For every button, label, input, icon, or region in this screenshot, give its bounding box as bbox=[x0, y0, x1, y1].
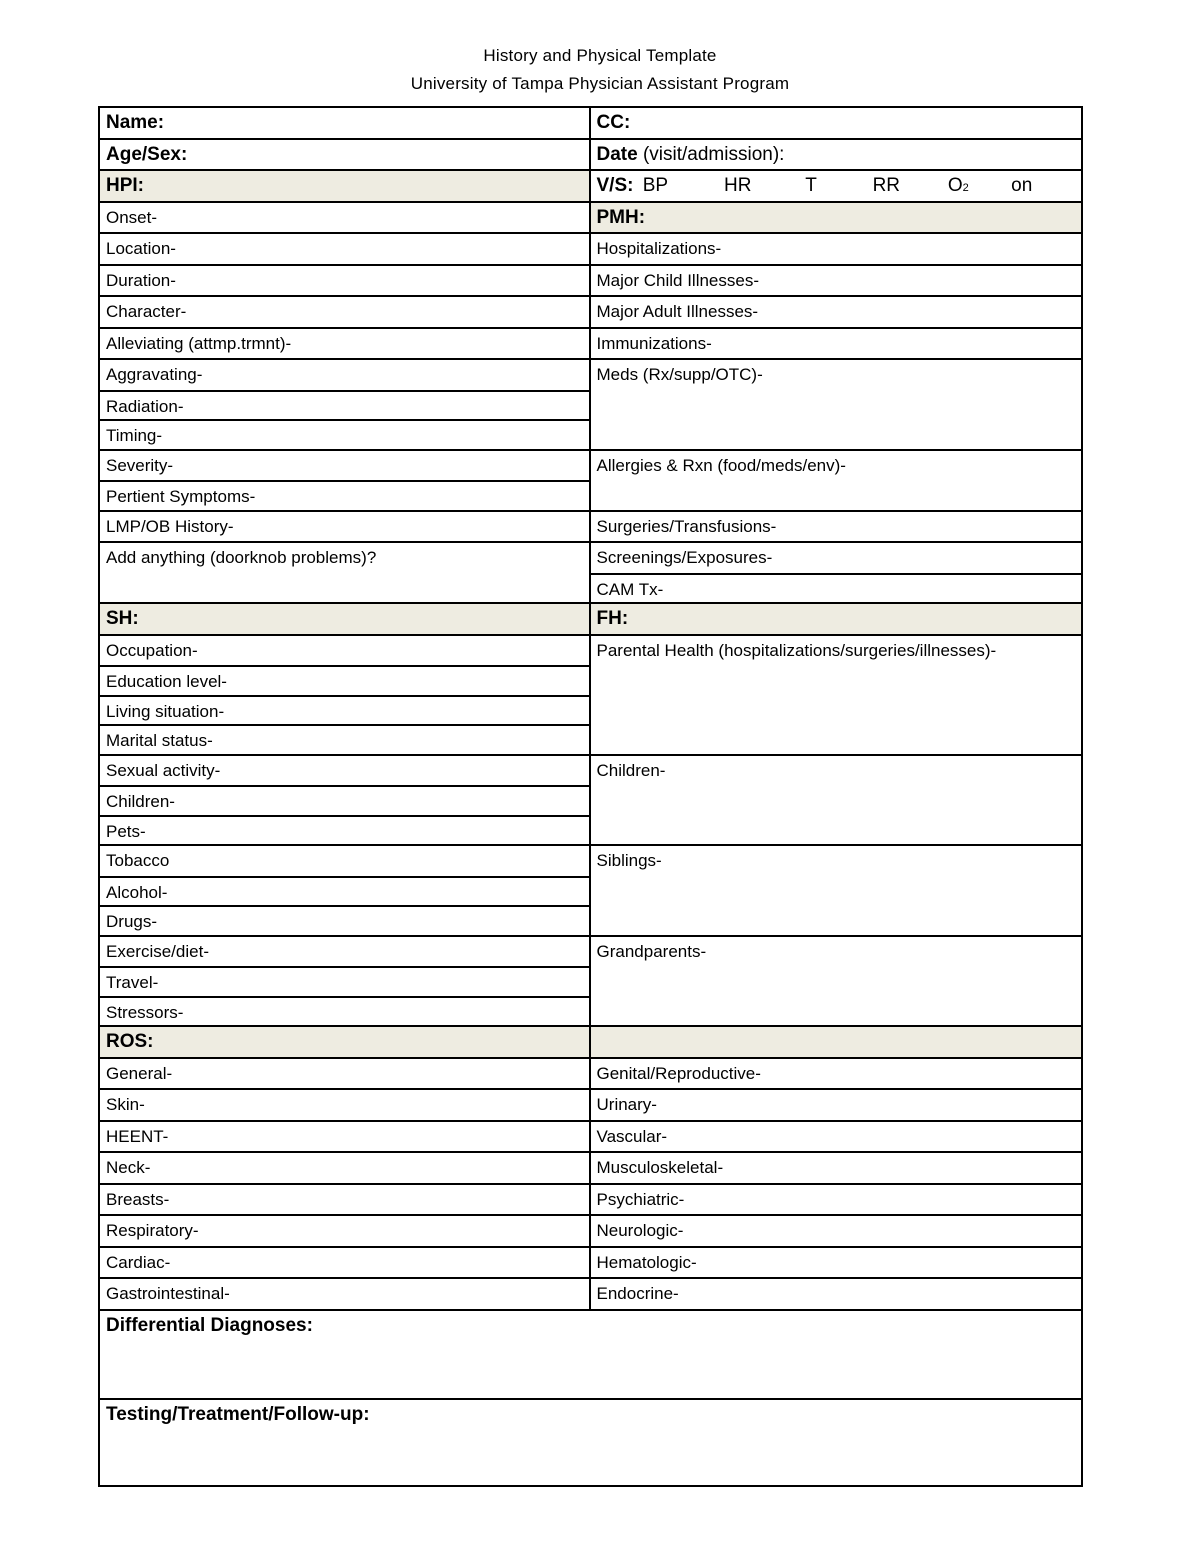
document-header bbox=[0, 42, 1200, 98]
sh-sexual-activity[interactable]: Sexual activity- bbox=[106, 760, 221, 780]
date-label: Date bbox=[596, 143, 638, 165]
row-character bbox=[100, 295, 1081, 327]
ros-psychiatric[interactable]: Psychiatric- bbox=[596, 1189, 685, 1209]
fh-children[interactable]: Children- bbox=[596, 760, 666, 780]
document-title: History and Physical Template bbox=[483, 46, 717, 65]
differential-diagnoses-field[interactable]: Differential Diagnoses: bbox=[106, 1314, 313, 1336]
hpi-timing[interactable]: Timing- bbox=[100, 419, 589, 449]
ros-skin[interactable]: Skin- bbox=[106, 1095, 145, 1114]
hpi-onset[interactable]: Onset- bbox=[106, 207, 158, 227]
vs-o2-sub: 2 bbox=[962, 182, 969, 194]
sh-stressors[interactable]: Stressors- bbox=[100, 996, 589, 1026]
row-name-cc bbox=[100, 108, 1081, 138]
pmh-screenings[interactable]: Screenings/Exposures- bbox=[596, 548, 773, 567]
vital-signs-field[interactable] bbox=[591, 171, 1082, 201]
row-location bbox=[100, 232, 1081, 264]
pmh-child-illnesses[interactable]: Major Child Illnesses- bbox=[596, 270, 759, 290]
hpi-duration[interactable]: Duration- bbox=[106, 270, 176, 290]
row-differential bbox=[100, 1309, 1081, 1398]
hpi-add-anything[interactable]: Add anything (doorknob problems)? bbox=[106, 548, 377, 567]
row-meds-block bbox=[100, 358, 1081, 449]
sh-living[interactable]: Living situation- bbox=[100, 695, 589, 725]
sh-pets[interactable]: Pets- bbox=[100, 815, 589, 845]
ros-row bbox=[100, 1246, 1081, 1278]
row-doorknob-block bbox=[100, 541, 1081, 602]
sh-alcohol[interactable]: Alcohol- bbox=[100, 876, 589, 906]
ros-hematologic[interactable]: Hematologic- bbox=[596, 1252, 697, 1272]
date-suffix: (visit/admission): bbox=[637, 143, 785, 165]
row-onset-pmh bbox=[100, 201, 1081, 233]
ros-row bbox=[100, 1214, 1081, 1246]
fh-parental[interactable]: Parental Health (hospitalizations/surgeries/illnesses)- bbox=[596, 640, 997, 660]
hpi-location[interactable]: Location- bbox=[106, 239, 176, 258]
pmh-hospitalizations[interactable]: Hospitalizations- bbox=[596, 239, 722, 258]
hpi-alleviating[interactable]: Alleviating (attmp.trmnt)- bbox=[106, 333, 292, 353]
ros-row bbox=[100, 1057, 1081, 1089]
date-field[interactable] bbox=[591, 140, 1082, 170]
row-grandparents-block bbox=[100, 935, 1081, 1026]
vs-t: T bbox=[805, 175, 817, 196]
testing-treatment-field[interactable]: Testing/Treatment/Follow-up: bbox=[106, 1403, 370, 1425]
pmh-surgeries[interactable]: Surgeries/Transfusions- bbox=[596, 516, 777, 536]
row-age-date bbox=[100, 138, 1081, 170]
ros-general[interactable]: General- bbox=[106, 1063, 173, 1083]
pmh-immunizations[interactable]: Immunizations- bbox=[596, 333, 712, 353]
ros-endocrine[interactable]: Endocrine- bbox=[596, 1284, 679, 1303]
hpi-lmp-ob-history[interactable]: LMP/OB History- bbox=[106, 516, 234, 536]
row-testing bbox=[100, 1398, 1081, 1485]
sh-drugs[interactable]: Drugs- bbox=[100, 905, 589, 935]
sh-travel[interactable]: Travel- bbox=[100, 966, 589, 996]
ros-cardiac[interactable]: Cardiac- bbox=[106, 1252, 171, 1272]
ros-row bbox=[100, 1183, 1081, 1215]
document-subtitle: University of Tampa Physician Assistant Program bbox=[410, 74, 790, 93]
sh-heading: SH: bbox=[100, 604, 589, 634]
pmh-meds[interactable]: Meds (Rx/supp/OTC)- bbox=[596, 365, 763, 384]
row-allergies-block bbox=[100, 449, 1081, 510]
hpi-aggravating[interactable]: Aggravating- bbox=[106, 365, 203, 384]
age-sex-field[interactable]: Age/Sex: bbox=[106, 143, 188, 165]
cc-field[interactable]: CC: bbox=[596, 112, 631, 133]
hpi-radiation[interactable]: Radiation- bbox=[100, 390, 589, 420]
vs-rr: RR bbox=[872, 175, 901, 196]
hpi-pertinent-symptoms[interactable]: Pertient Symptoms- bbox=[100, 480, 589, 510]
ros-row bbox=[100, 1151, 1081, 1183]
ros-row bbox=[100, 1277, 1081, 1309]
row-hpi-vs bbox=[100, 169, 1081, 201]
hpi-character[interactable]: Character- bbox=[106, 302, 187, 321]
vs-hr: HR bbox=[724, 175, 752, 196]
row-duration bbox=[100, 264, 1081, 296]
row-siblings-block bbox=[100, 844, 1081, 935]
vs-bp: BP bbox=[642, 175, 669, 196]
ros-musculoskeletal[interactable]: Musculoskeletal- bbox=[596, 1158, 724, 1177]
pmh-adult-illnesses[interactable]: Major Adult Illnesses- bbox=[596, 302, 759, 321]
ros-respiratory[interactable]: Respiratory- bbox=[106, 1221, 199, 1240]
sh-marital[interactable]: Marital status- bbox=[100, 724, 589, 754]
row-parental-block bbox=[100, 634, 1081, 754]
hpi-heading: HPI: bbox=[100, 171, 589, 201]
ros-neck[interactable]: Neck- bbox=[106, 1158, 151, 1177]
row-alleviating bbox=[100, 327, 1081, 359]
ros-heading: ROS: bbox=[100, 1027, 589, 1057]
ros-gastrointestinal[interactable]: Gastrointestinal- bbox=[106, 1284, 230, 1303]
sh-occupation[interactable]: Occupation- bbox=[106, 640, 198, 660]
pmh-heading: PMH: bbox=[591, 203, 1082, 233]
sh-education[interactable]: Education level- bbox=[100, 665, 589, 695]
row-sh-fh bbox=[100, 602, 1081, 634]
history-physical-form bbox=[98, 106, 1083, 1487]
sh-tobacco[interactable]: Tobacco bbox=[106, 851, 170, 870]
ros-neurologic[interactable]: Neurologic- bbox=[596, 1221, 684, 1240]
ros-vascular[interactable]: Vascular- bbox=[596, 1126, 668, 1146]
fh-siblings[interactable]: Siblings- bbox=[596, 851, 662, 870]
vs-o2: O bbox=[947, 175, 963, 196]
vs-label: V/S: bbox=[596, 175, 634, 196]
fh-grandparents[interactable]: Grandparents- bbox=[596, 941, 707, 961]
ros-urinary[interactable]: Urinary- bbox=[596, 1095, 657, 1114]
hpi-severity[interactable]: Severity- bbox=[106, 455, 174, 475]
ros-row bbox=[100, 1088, 1081, 1120]
fh-heading: FH: bbox=[591, 604, 1082, 634]
ros-row bbox=[100, 1120, 1081, 1152]
sh-exercise-diet[interactable]: Exercise/diet- bbox=[106, 941, 209, 961]
vs-on: on bbox=[1011, 175, 1033, 196]
row-lmp bbox=[100, 510, 1081, 542]
sh-children[interactable]: Children- bbox=[100, 785, 589, 815]
ros-heading-blank bbox=[591, 1027, 1082, 1057]
name-field[interactable]: Name: bbox=[106, 112, 165, 133]
row-children-block bbox=[100, 754, 1081, 845]
pmh-cam-tx[interactable]: CAM Tx- bbox=[591, 573, 1082, 603]
row-ros-heading bbox=[100, 1025, 1081, 1057]
pmh-allergies[interactable]: Allergies & Rxn (food/meds/env)- bbox=[596, 455, 846, 475]
ros-breasts[interactable]: Breasts- bbox=[106, 1189, 170, 1209]
ros-heent[interactable]: HEENT- bbox=[106, 1126, 169, 1146]
ros-genital-reproductive[interactable]: Genital/Reproductive- bbox=[596, 1063, 761, 1083]
